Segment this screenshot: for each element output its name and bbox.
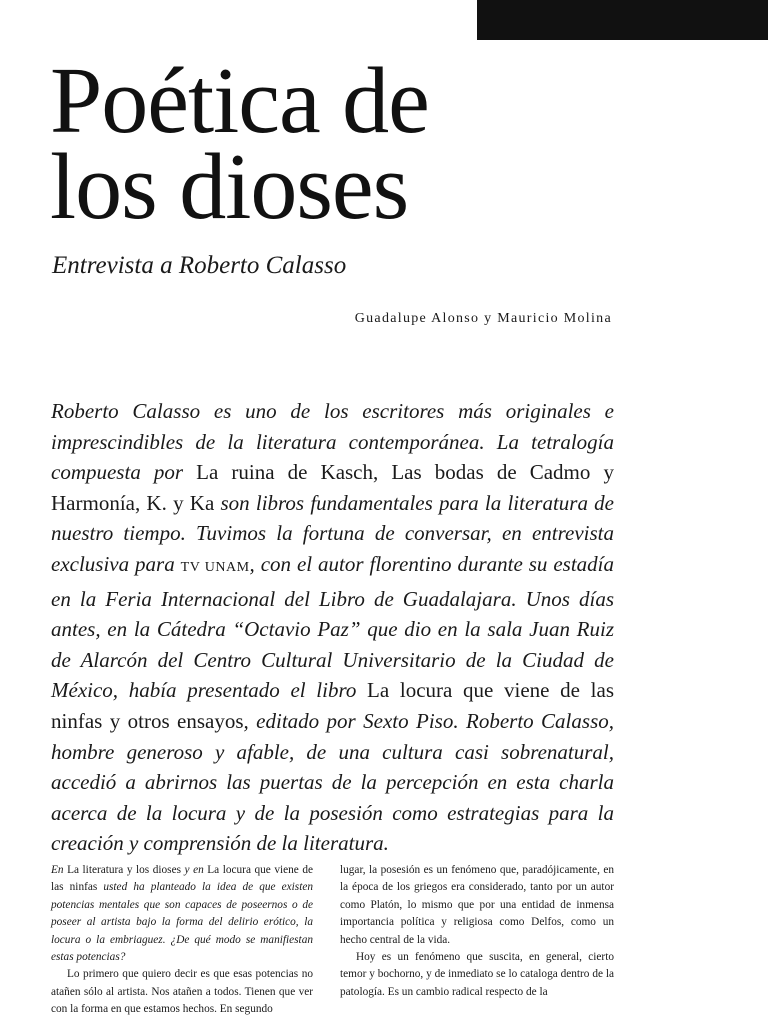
intro-book-titles: La ruina de Kasch, Las bodas de Cadmo y Harmonía, K. y Ka bbox=[51, 460, 614, 515]
title-line-2: los dioses bbox=[50, 135, 409, 239]
intro-text-1: Roberto Calasso es uno de los escritores más originales e imprescindibles de la literatura contemporánea. La tetralogía compuesta por bbox=[51, 399, 614, 485]
body-column-1 bbox=[51, 862, 313, 1019]
intro-paragraph bbox=[51, 396, 614, 859]
interview-question bbox=[51, 862, 313, 966]
question-part-b: La literatura y los dioses bbox=[63, 864, 185, 876]
question-part-e: usted ha planteado la idea de que existen potencias mentales que son capaces de poseernos o de poseer al artista bajo la forma del delirio erótico, la locura o la embriaguez. ¿De qué modo se manifiestan estas potencias? bbox=[51, 881, 314, 964]
intro-text-3: , con el autor florentino durante su estadía en la Feria Internacional del Libro de Guadalajara. Unos días antes, en la Cátedra “Octavio Paz” que dio en la sala Juan Ruiz de Alarcón del Centro Cultural Universitario de la Ciudad de México, había presentado el libro bbox=[51, 551, 614, 703]
intro-book-title: La locura que viene de las ninfas y otros ensayos bbox=[51, 678, 614, 733]
question-part-a: En bbox=[51, 864, 64, 876]
byline: Guadalupe Alonso y Mauricio Molina bbox=[354, 311, 612, 326]
body-column-2 bbox=[340, 862, 614, 1001]
article-subtitle: Entrevista a Roberto Calasso bbox=[52, 252, 347, 279]
intro-tv-unam: TV UNAM bbox=[180, 559, 250, 575]
title-line-1: Poética de bbox=[50, 49, 429, 153]
intro-text-2: son libros fundamentales para la literatura de nuestro tiempo. Tuvimos la fortuna de conversar, en entrevista exclusiva para bbox=[51, 490, 614, 576]
header-black-bar bbox=[477, 0, 768, 40]
article-title bbox=[50, 49, 429, 239]
answer-paragraph-2: Hoy es un fenómeno que suscita, en general, cierto temor y bochorno, y de inmediato se lo cataloga dentro de la patología. Es un cambio radical respecto de la bbox=[340, 951, 614, 998]
question-part-d: La locura que viene de las ninfas bbox=[51, 864, 313, 894]
intro-text-4: , editado por Sexto Piso. Roberto Calasso, hombre generoso y afable, de una cultura casi sobrenatural, accedió a abrirnos las puertas de la percepción en esta charla acerca de la locura y de la posesión como estrategias para la creación y comprensión de la literatura. bbox=[51, 708, 614, 856]
interview-answer: Lo primero que quiero decir es que esas potencias no atañen sólo al artista. Nos atañen a todos. Tienen que ver con la forma en que estamos hechos. En segundo bbox=[51, 968, 313, 1016]
answer-paragraph-1: lugar, la posesión es un fenómeno que, paradójicamente, en la época de los griegos era considerado, tanto por un autor como Platón, lo mismo que por una entidad de inmensa importancia política y religiosa como Delfos, como un hecho central de la vida. bbox=[340, 864, 614, 946]
question-part-c: y en bbox=[184, 864, 204, 876]
